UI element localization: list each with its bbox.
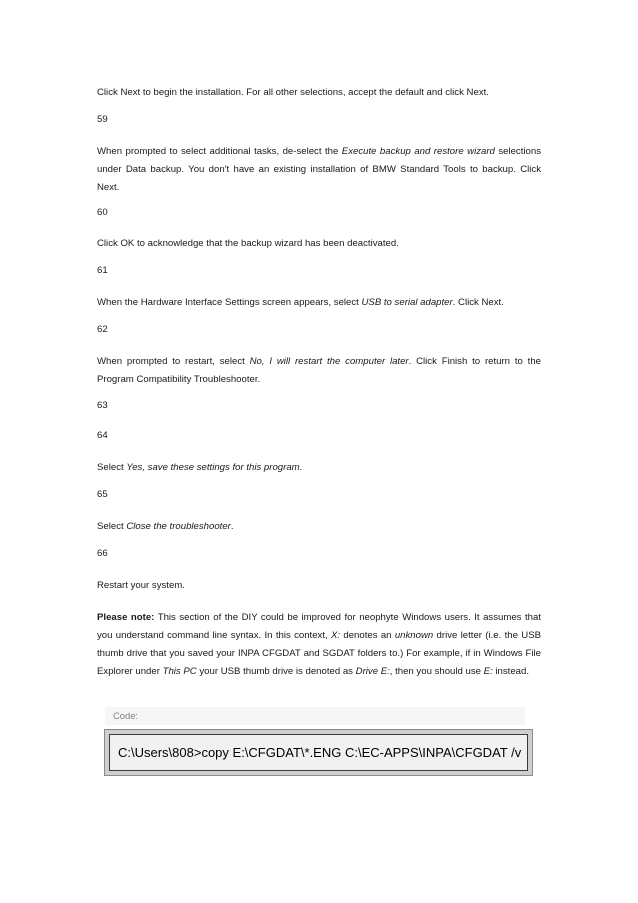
- paragraph-step-59: When prompted to select additional tasks, de-select the Execute backup and restore wizard selections under Data backup. You don't have an existing installation of BMW Standard Tools to backup. Click Next.: [97, 146, 541, 193]
- code-block-inner: [109, 734, 528, 771]
- emphasis-text: USB to serial adapter: [361, 297, 453, 308]
- emphasis-text: Execute backup and restore wizard: [341, 146, 495, 157]
- step-number-66: 66: [97, 548, 108, 559]
- paragraph-step-66: Restart your system.: [97, 580, 185, 591]
- emphasis-text: Yes, save these settings for this program: [126, 462, 300, 473]
- code-block: [104, 729, 533, 776]
- paragraph-step-60: Click OK to acknowledge that the backup wizard has been deactivated.: [97, 238, 399, 249]
- emphasis-text: Close the troubleshooter: [126, 521, 231, 532]
- paragraph-step-64: Select Yes, save these settings for this program.: [97, 462, 303, 473]
- emphasis-text: No, I will restart the computer later: [249, 356, 409, 367]
- code-label: Code:: [113, 710, 139, 721]
- paragraph-step-61: When the Hardware Interface Settings screen appears, select USB to serial adapter. Click Next.: [97, 297, 504, 308]
- step-number-63: 63: [97, 400, 108, 411]
- step-number-65: 65: [97, 489, 108, 500]
- step-number-60: 60: [97, 207, 108, 218]
- step-number-59: 59: [97, 114, 108, 125]
- paragraph-step-65: Select Close the troubleshooter.: [97, 521, 234, 532]
- please-note-paragraph: Please note: This section of the DIY could be improved for neophyte Windows users. It assumes that you understand command line syntax. In this context, X: denotes an unknown drive letter (i.e. the USB thumb drive that you saved your INPA CFGDAT and SGDAT folders to.) For example, if in Windows File Explorer under This PC your USB thumb drive is denoted as Drive E:, then you should use E: instead.: [97, 612, 541, 677]
- step-number-62: 62: [97, 324, 108, 335]
- paragraph-step-62: When prompted to restart, select No, I will restart the computer later. Click Finish to return to the Program Compatibility Troubleshooter.: [97, 356, 541, 385]
- code-label-bar: [105, 707, 525, 725]
- paragraph-text: Click Next to begin the installation. For all other selections, accept the default and click Next.: [97, 87, 489, 98]
- note-label: Please note:: [97, 612, 155, 623]
- step-number-61: 61: [97, 265, 108, 276]
- step-number-64: 64: [97, 430, 108, 441]
- paragraph-click-next: [97, 84, 541, 102]
- code-command-text: C:\Users\808>copy E:\CFGDAT\*.ENG C:\EC-APPS\INPA\CFGDAT /v: [118, 745, 522, 760]
